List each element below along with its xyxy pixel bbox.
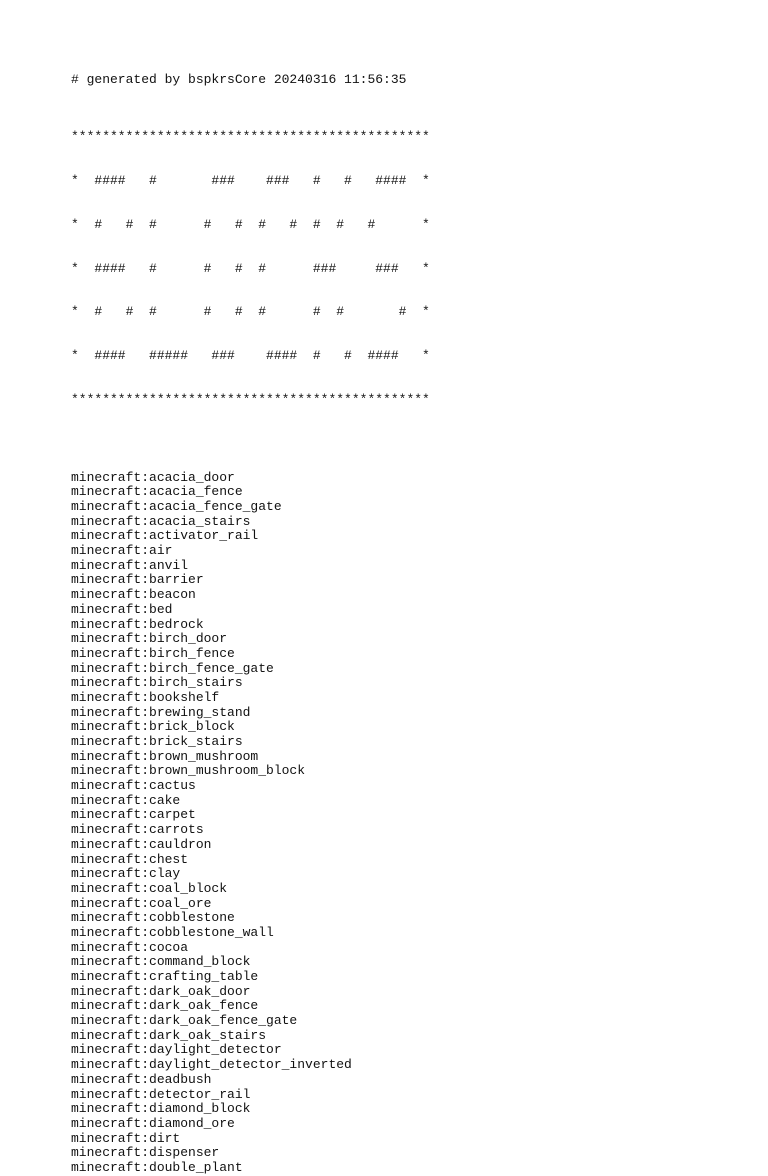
list-item: minecraft:diamond_ore [71, 1115, 235, 1131]
list-item: minecraft:carrots [71, 822, 204, 838]
list-item: minecraft:birch_fence_gate [71, 660, 274, 676]
list-item: minecraft:clay [71, 866, 181, 882]
list-item: minecraft:birch_door [71, 631, 228, 647]
list-item: minecraft:acacia_door [71, 469, 235, 485]
block-id-list [71, 471, 751, 1176]
list-item: minecraft:coal_ore [71, 895, 212, 911]
list-item: minecraft:birch_stairs [71, 675, 243, 691]
list-item: minecraft:cauldron [71, 836, 212, 852]
list-item: minecraft:bed [71, 601, 173, 617]
list-item: minecraft:dark_oak_stairs [71, 1027, 267, 1043]
list-item: minecraft:double_plant [71, 1159, 243, 1175]
list-item: minecraft:command_block [71, 954, 251, 970]
list-item: minecraft:brick_block [71, 719, 235, 735]
list-item: minecraft:bookshelf [71, 689, 220, 705]
banner-line: ********************************************** [71, 391, 430, 407]
list-item: minecraft:chest [71, 851, 189, 867]
list-item: minecraft:activator_rail [71, 528, 259, 544]
document-page [71, 72, 751, 1176]
banner-line: ********************************************** [71, 129, 430, 145]
list-item: minecraft:cake [71, 792, 181, 808]
list-item: minecraft:brewing_stand [71, 704, 251, 720]
list-item: minecraft:acacia_fence_gate [71, 499, 282, 515]
banner-line: * #### # # # # ### ### * [71, 260, 430, 276]
ascii-banner [71, 101, 751, 437]
list-item: minecraft:acacia_fence [71, 484, 243, 500]
list-item: minecraft:brown_mushroom_block [71, 763, 306, 779]
list-item: minecraft:cactus [71, 778, 196, 794]
list-item: minecraft:coal_block [71, 880, 228, 896]
list-item: minecraft:bedrock [71, 616, 204, 632]
list-item: minecraft:beacon [71, 587, 196, 603]
list-item: minecraft:anvil [71, 557, 189, 573]
list-item: minecraft:detector_rail [71, 1086, 251, 1102]
banner-line: * # # # # # # # # # * [71, 304, 430, 320]
generated-comment: # generated by bspkrsCore 20240316 11:56:35 [71, 72, 407, 87]
list-item: minecraft:birch_fence [71, 645, 235, 661]
banner-line: * # # # # # # # # # # * [71, 216, 430, 232]
list-item: minecraft:deadbush [71, 1071, 212, 1087]
list-item: minecraft:cobblestone [71, 910, 235, 926]
list-item: minecraft:dirt [71, 1130, 181, 1146]
list-item: minecraft:brown_mushroom [71, 748, 259, 764]
list-item: minecraft:acacia_stairs [71, 513, 251, 529]
list-item: minecraft:dispenser [71, 1145, 220, 1161]
list-item: minecraft:cobblestone_wall [71, 924, 274, 940]
banner-line: * #### ##### ### #### # # #### * [71, 348, 430, 364]
list-item: minecraft:cocoa [71, 939, 189, 955]
list-item: minecraft:brick_stairs [71, 734, 243, 750]
list-item: minecraft:crafting_table [71, 969, 259, 985]
list-item: minecraft:carpet [71, 807, 196, 823]
list-item: minecraft:air [71, 543, 173, 559]
list-item: minecraft:daylight_detector_inverted [71, 1057, 352, 1073]
banner-line: * #### # ### ### # # #### * [71, 172, 430, 188]
list-item: minecraft:dark_oak_fence [71, 998, 259, 1014]
list-item: minecraft:dark_oak_fence_gate [71, 1013, 298, 1029]
list-item: minecraft:daylight_detector [71, 1042, 282, 1058]
list-item: minecraft:barrier [71, 572, 204, 588]
list-item: minecraft:dark_oak_door [71, 983, 251, 999]
list-item: minecraft:diamond_block [71, 1101, 251, 1117]
